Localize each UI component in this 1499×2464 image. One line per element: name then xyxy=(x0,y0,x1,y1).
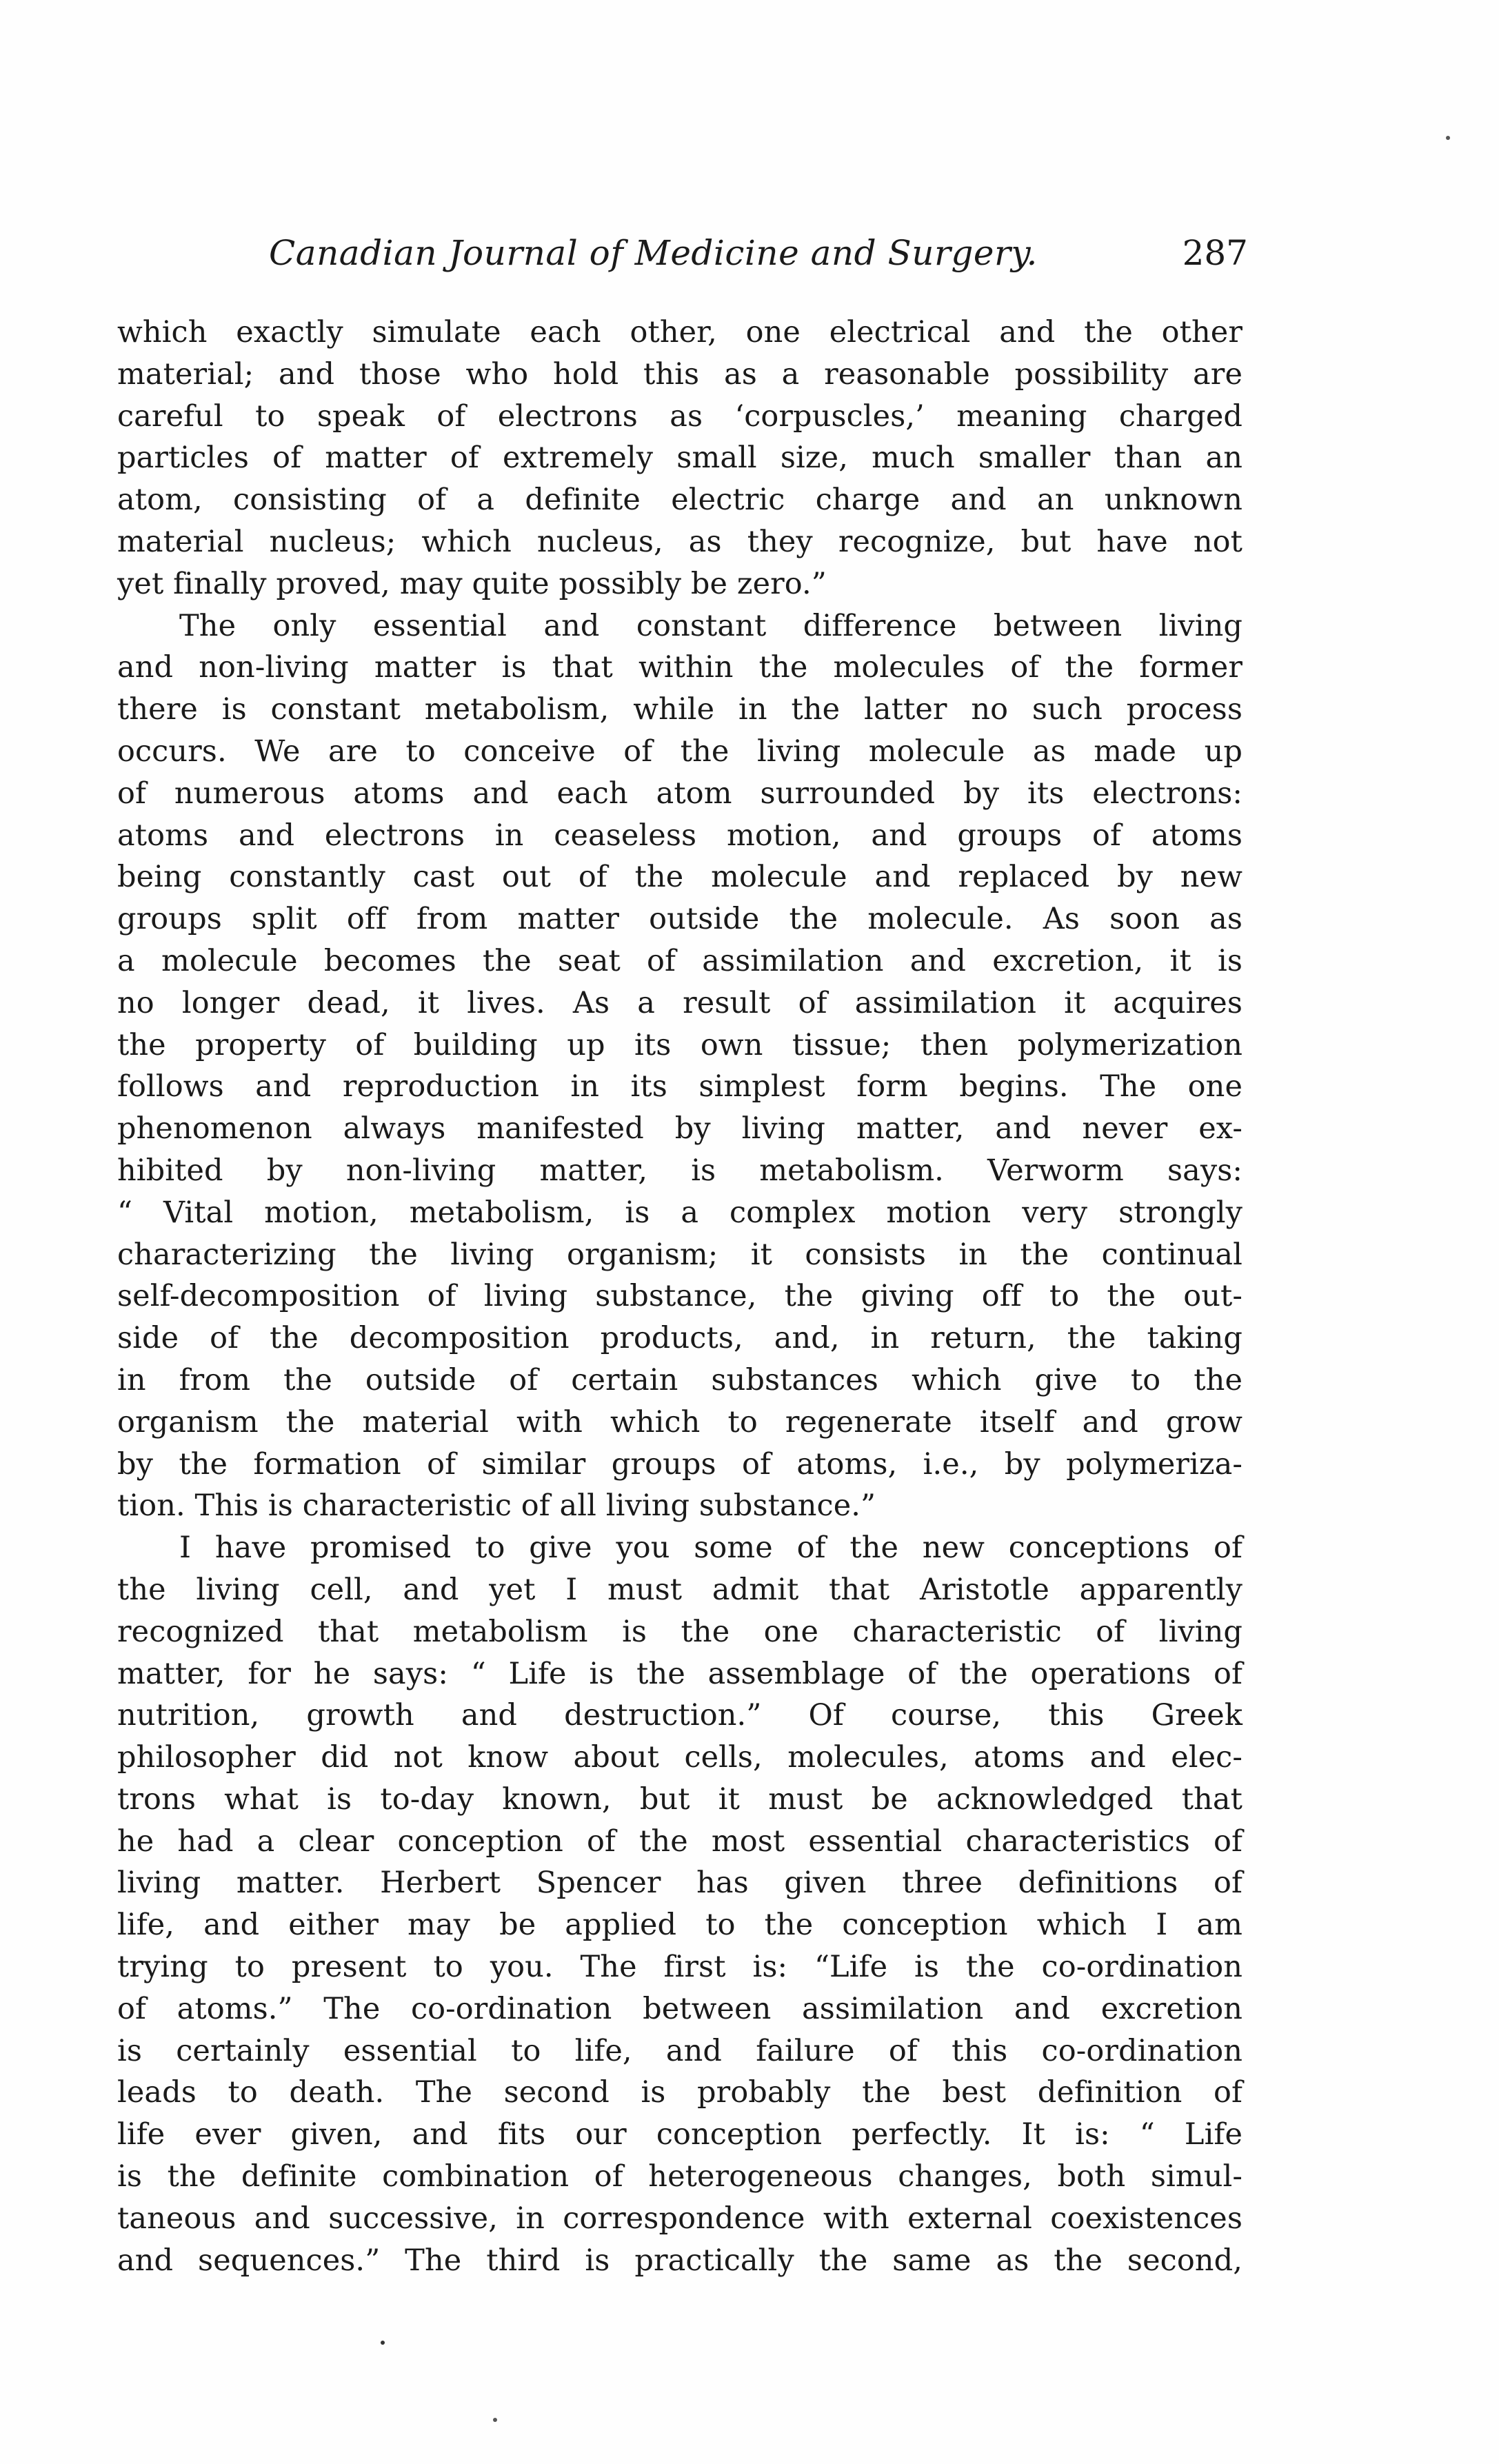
text-line: a molecule becomes the seat of assimilation and excretion, it is xyxy=(117,943,1243,978)
text-line: self-decomposition of living substance, the giving off to the out- xyxy=(117,1279,1243,1314)
text-line: The only essential and constant difference between living xyxy=(179,608,1243,643)
text-line: no longer dead, it lives. As a result of assimilation it acquires xyxy=(117,985,1243,1020)
text-line: material; and those who hold this as a reasonable possibility are xyxy=(117,356,1243,392)
text-line: of numerous atoms and each atom surrounded by its electrons: xyxy=(117,776,1243,811)
text-line: atom, consisting of a definite electric charge and an unknown xyxy=(117,483,1243,518)
text-line: in from the outside of certain substances which give to the xyxy=(117,1362,1243,1397)
text-line: there is constant metabolism, while in the latter no such process xyxy=(117,692,1243,727)
text-line: trons what is to-day known, but it must be acknowledged that xyxy=(117,1781,1243,1817)
page-number: 287 xyxy=(1182,233,1248,273)
text-line: occurs. We are to conceive of the living molecule as made up xyxy=(117,734,1243,769)
text-line: the property of building up its own tissue; then polymerization xyxy=(117,1027,1243,1062)
text-line: atoms and electrons in ceaseless motion, and groups of atoms xyxy=(117,818,1243,853)
text-line: “ Vital motion, metabolism, is a complex motion very strongly xyxy=(117,1195,1243,1230)
text-line: particles of matter of extremely small size, much smaller than an xyxy=(117,441,1243,476)
text-line: is certainly essential to life, and failure of this co-ordination xyxy=(117,2033,1243,2068)
text-line: being constantly cast out of the molecule and replaced by new xyxy=(117,860,1243,895)
text-line: I have promised to give you some of the new conceptions of xyxy=(179,1531,1243,1566)
text-line: hibited by non-living matter, is metabolism. Verworm says: xyxy=(117,1153,1243,1188)
text-line: living matter. Herbert Spencer has given three definitions of xyxy=(117,1866,1243,1901)
text-line: phenomenon always manifested by living matter, and never ex- xyxy=(117,1111,1243,1147)
text-line: careful to speak of electrons as ‘corpuscles,’ meaning charged xyxy=(117,398,1243,434)
text-line: yet finally proved, may quite possibly be zero.” xyxy=(117,566,827,601)
article-body xyxy=(117,312,1243,2281)
text-line: he had a clear conception of the most essential characteristics of xyxy=(117,1824,1243,1859)
text-line: tion. This is characteristic of all living substance.” xyxy=(117,1488,876,1524)
text-line: material nucleus; which nucleus, as they recognize, but have not xyxy=(117,524,1243,559)
text-line: which exactly simulate each other, one electrical and the other xyxy=(117,315,1243,350)
text-line: and sequences.” The third is practically the same as the second, xyxy=(117,2243,1243,2278)
text-line: groups split off from matter outside the molecule. As soon as xyxy=(117,902,1243,937)
speck xyxy=(381,2341,385,2345)
text-line: by the formation of similar groups of atoms, i.e., by polymeriza- xyxy=(117,1446,1243,1482)
text-line: organism the material with which to regenerate itself and grow xyxy=(117,1404,1243,1440)
speck xyxy=(1446,136,1450,140)
text-line: follows and reproduction in its simplest form begins. The one xyxy=(117,1069,1243,1104)
text-line: nutrition, growth and destruction.” Of course, this Greek xyxy=(117,1698,1243,1733)
text-line: recognized that metabolism is the one characteristic of living xyxy=(117,1614,1243,1649)
text-line: matter, for he says: “ Life is the assemblage of the operations of xyxy=(117,1656,1243,1691)
text-line: philosopher did not know about cells, molecules, atoms and elec- xyxy=(117,1740,1243,1775)
speck xyxy=(493,2418,497,2422)
text-line: trying to present to you. The first is: “Life is the co-ordination xyxy=(117,1950,1243,1985)
text-line: side of the decomposition products, and, in return, the taking xyxy=(117,1321,1243,1356)
page-header xyxy=(269,233,1248,281)
text-line: life ever given, and fits our conception perfectly. It is: “ Life xyxy=(117,2117,1243,2152)
text-line: taneous and successive, in correspondence with external coexistences xyxy=(117,2201,1243,2236)
running-title: Canadian Journal of Medicine and Surgery. xyxy=(269,233,1038,273)
text-line: is the definite combination of heterogeneous changes, both simul- xyxy=(117,2159,1243,2194)
text-line: the living cell, and yet I must admit that Aristotle apparently xyxy=(117,1572,1243,1607)
text-line: life, and either may be applied to the conception which I am xyxy=(117,1908,1243,1943)
text-line: characterizing the living organism; it consists in the continual xyxy=(117,1237,1243,1272)
text-line: and non-living matter is that within the molecules of the former xyxy=(117,650,1243,685)
text-line: of atoms.” The co-ordination between assimilation and excretion xyxy=(117,1991,1243,2026)
text-line: leads to death. The second is probably the best definition of xyxy=(117,2075,1243,2110)
